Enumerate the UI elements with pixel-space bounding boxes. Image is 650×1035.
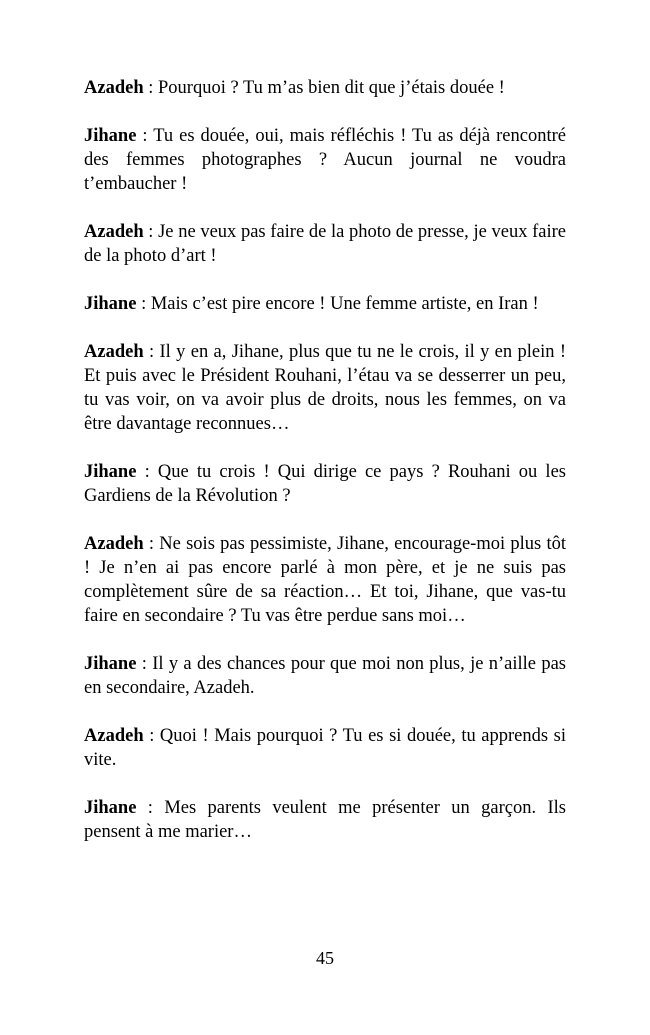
dialogue-paragraph [84, 796, 566, 844]
speaker-name: Azadeh [84, 78, 144, 98]
dialogue-paragraph [84, 220, 566, 268]
speaker-name: Jihane [84, 294, 137, 314]
speaker-name: Azadeh [84, 726, 144, 746]
dialogue-text: : Il y a des chances pour que moi non plus, je n’aille pas en secondaire, Azadeh. [84, 654, 566, 698]
dialogue-paragraph [84, 76, 566, 100]
speaker-name: Azadeh [84, 534, 144, 554]
speaker-name: Jihane [84, 462, 137, 482]
page-number: 45 [316, 948, 334, 968]
dialogue-paragraph [84, 292, 566, 316]
dialogue-text: : Il y en a, Jihane, plus que tu ne le crois, il y en plein ! Et puis avec le Président Rouhani, l’étau va se desserrer un peu, tu vas voir, on va avoir plus de droits, nous les femmes, on va être davantage reconnues… [84, 342, 566, 434]
dialogue-paragraph [84, 460, 566, 508]
dialogue-text: : Que tu crois ! Qui dirige ce pays ? Rouhani ou les Gardiens de la Révolution ? [84, 462, 566, 506]
speaker-name: Jihane [84, 126, 137, 146]
dialogue-text: : Pourquoi ? Tu m’as bien dit que j’étais douée ! [143, 78, 505, 98]
dialogue-text: : Quoi ! Mais pourquoi ? Tu es si douée, tu apprends si vite. [84, 726, 566, 770]
dialogue-paragraph [84, 652, 566, 700]
dialogue-paragraph [84, 724, 566, 772]
page-content [84, 76, 566, 868]
dialogue-text: : Mes parents veulent me présenter un garçon. Ils pensent à me marier… [84, 798, 566, 842]
dialogue-text: : Mais c’est pire encore ! Une femme artiste, en Iran ! [136, 294, 539, 314]
dialogue-paragraph [84, 532, 566, 628]
speaker-name: Azadeh [84, 342, 144, 362]
speaker-name: Azadeh [84, 222, 144, 242]
dialogue-text: : Tu es douée, oui, mais réfléchis ! Tu as déjà rencontré des femmes photographes ? Aucun journal ne voudra t’embaucher ! [84, 126, 566, 194]
speaker-name: Jihane [84, 798, 137, 818]
speaker-name: Jihane [84, 654, 137, 674]
dialogue-paragraph [84, 124, 566, 196]
dialogue-paragraph [84, 340, 566, 436]
dialogue-text: : Je ne veux pas faire de la photo de presse, je veux faire de la photo d’art ! [84, 222, 566, 266]
dialogue-text: : Ne sois pas pessimiste, Jihane, encourage-moi plus tôt ! Je n’en ai pas encore parlé à mon père, et je ne suis pas complètement sûre de sa réaction… Et toi, Jihane, que vas-tu faire en secondaire ? Tu vas être perdue sans moi… [84, 534, 566, 626]
